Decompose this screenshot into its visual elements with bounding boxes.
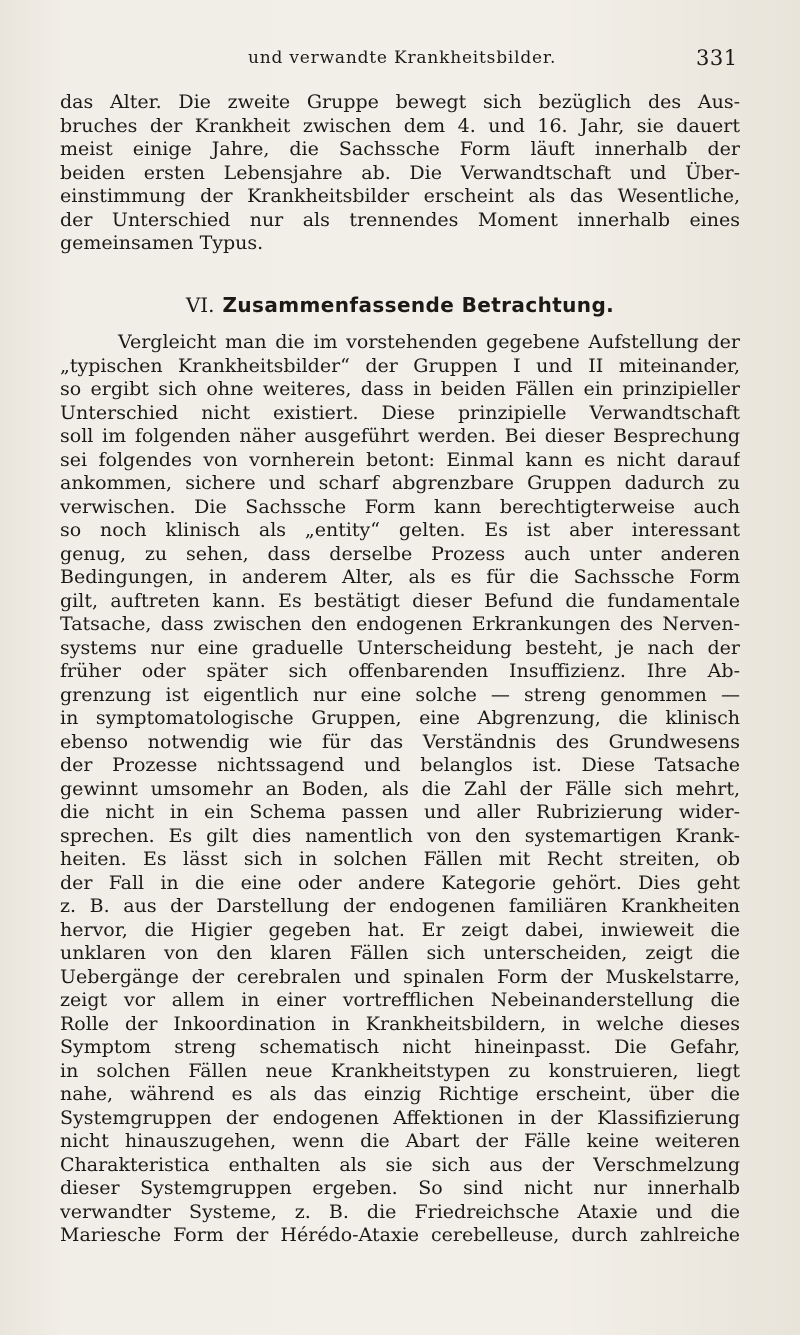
- text-line: der Prozesse nichtssagend und belanglos ist. Diese Tatsache: [60, 754, 740, 776]
- paragraph-1: [60, 91, 740, 256]
- text-line: früher oder später sich offenbarenden Insuffizienz. Ihre Ab-: [60, 660, 740, 682]
- text-line: beiden ersten Lebensjahre ab. Die Verwandtschaft und Über-: [60, 161, 740, 184]
- text-line: systems nur eine graduelle Unterscheidung besteht, je nach der: [60, 636, 740, 659]
- text-line: die nicht in ein Schema passen und aller Rubrizierung wider-: [60, 801, 740, 823]
- text-line: gemeinsamen Typus.: [60, 232, 264, 254]
- text-line: verwischen. Die Sachssche Form kann berechtigterweise auch: [60, 495, 740, 518]
- text-line: Tatsache, dass zwischen den endogenen Erkrankungen des Nerven-: [60, 613, 740, 635]
- text-line: einstimmung der Krankheitsbilder erscheint als das Wesentliche,: [60, 185, 740, 207]
- section-title: Zusammenfassende Betrachtung.: [222, 293, 615, 317]
- running-head: [0, 46, 800, 74]
- text-line: der Fall in die eine oder andere Kategorie gehört. Dies geht: [60, 871, 740, 894]
- text-line: der Unterschied nur als trennendes Moment innerhalb eines: [60, 208, 740, 231]
- text-line: ebenso notwendig wie für das Verständnis des Grundwesens: [60, 730, 740, 753]
- text-line: soll im folgenden näher ausgeführt werden. Bei dieser Besprechung: [60, 425, 740, 447]
- text-line: in symptomatologische Gruppen, eine Abgrenzung, die klinisch: [60, 707, 740, 729]
- text-line: Uebergänge der cerebralen und spinalen Form der Muskelstarre,: [60, 965, 740, 988]
- text-line: Bedingungen, in anderem Alter, als es für die Sachssche Form: [60, 566, 740, 588]
- text-line: ankommen, sichere und scharf abgrenzbare Gruppen dadurch zu: [60, 472, 740, 494]
- text-line: nicht hinauszugehen, wenn die Abart der Fälle keine weiteren: [60, 1130, 740, 1152]
- text-line: so noch klinisch als „entity“ gelten. Es ist aber interessant: [60, 519, 740, 541]
- text-line: grenzung ist eigentlich nur eine solche — streng genommen —: [60, 683, 740, 706]
- text-line: Symptom streng schematisch nicht hineinpasst. Die Gefahr,: [60, 1036, 740, 1058]
- text-line: Rolle der Inkoordination in Krankheitsbildern, in welche dieses: [60, 1012, 740, 1035]
- text-line: z. B. aus der Darstellung der endogenen familiären Krankheiten: [60, 895, 740, 917]
- paragraph-2: [60, 331, 740, 1248]
- page-number: 331: [696, 46, 738, 70]
- text-line: zeigt vor allem in einer vortrefflichen Nebeinanderstellung die: [60, 989, 740, 1011]
- text-line: gilt, auftreten kann. Es bestätigt dieser Befund die fundamentale: [60, 589, 740, 612]
- text-line: Systemgruppen der endogenen Affektionen in der Klassifizierung: [60, 1106, 740, 1129]
- section-heading: [0, 290, 800, 320]
- text-line: dieser Systemgruppen ergeben. So sind nicht nur innerhalb: [60, 1177, 740, 1199]
- text-line: sprechen. Es gilt dies namentlich von den systemartigen Krank-: [60, 824, 740, 847]
- text-line: gewinnt umsomehr an Boden, als die Zahl der Fälle sich mehrt,: [60, 777, 740, 800]
- text-line: unklaren von den klaren Fällen sich unterscheiden, zeigt die: [60, 942, 740, 964]
- text-line: Charakteristica enthalten als sie sich aus der Verschmelzung: [60, 1153, 740, 1176]
- text-line: in solchen Fällen neue Krankheitstypen zu konstruieren, liegt: [60, 1059, 740, 1082]
- text-line: sei folgendes von vornherein betont: Einmal kann es nicht darauf: [60, 448, 740, 471]
- text-line: nahe, während es als das einzig Richtige erscheint, über die: [60, 1083, 740, 1105]
- section-numeral: VI.: [185, 293, 215, 317]
- text-line: bruches der Krankheit zwischen dem 4. und 16. Jahr, sie dauert: [60, 114, 740, 137]
- text-line: heiten. Es lässt sich in solchen Fällen mit Recht streiten, ob: [60, 848, 740, 870]
- running-title: und verwandte Krankheitsbilder.: [248, 48, 557, 68]
- text-line: Mariesche Form der Hérédo-Ataxie cerebelleuse, durch zahlreiche: [60, 1224, 740, 1246]
- text-line: Unterschied nicht existiert. Diese prinzipielle Verwandtschaft: [60, 401, 740, 424]
- text-line: meist einige Jahre, die Sachssche Form läuft innerhalb der: [60, 138, 740, 160]
- text-line: hervor, die Higier gegeben hat. Er zeigt dabei, inwieweit die: [60, 918, 740, 941]
- text-line: so ergibt sich ohne weiteres, dass in beiden Fällen ein prinzipieller: [60, 378, 740, 400]
- text-line: genug, zu sehen, dass derselbe Prozess auch unter anderen: [60, 542, 740, 565]
- text-line: „typischen Krankheitsbilder“ der Gruppen I und II miteinander,: [60, 354, 740, 377]
- text-line: das Alter. Die zweite Gruppe bewegt sich bezüglich des Aus-: [60, 91, 740, 113]
- text-line: verwandter Systeme, z. B. die Friedreichsche Ataxie und die: [60, 1200, 740, 1223]
- text-line: Vergleicht man die im vorstehenden gegebene Aufstellung der: [118, 331, 740, 353]
